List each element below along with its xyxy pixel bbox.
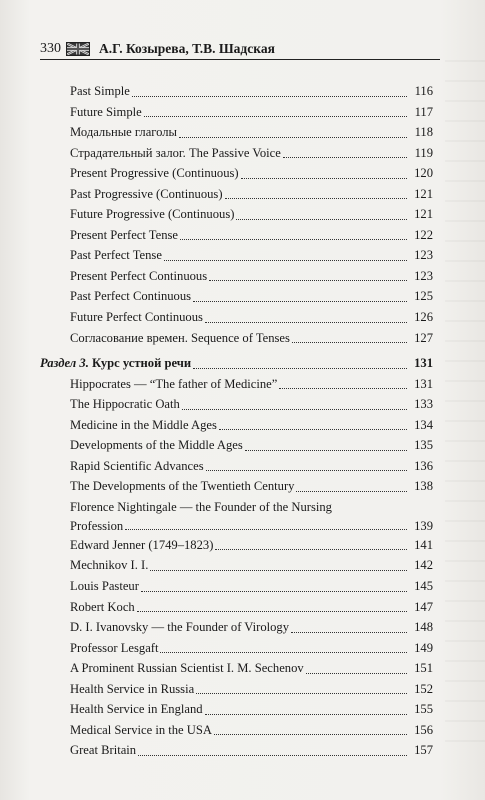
dot-leader <box>291 631 407 633</box>
entry-title: Согласование времен. Sequence of Tenses <box>70 330 290 345</box>
dot-leader <box>296 490 407 492</box>
dot-leader <box>182 408 407 410</box>
header-authors: А.Г. Козырева, Т.В. Шадская <box>99 41 275 56</box>
toc-entry <box>40 435 433 456</box>
toc-entry <box>40 122 433 143</box>
entry-title: Future Simple <box>70 104 142 119</box>
entry-title: Mechnikov I. I. <box>70 558 149 573</box>
section-title: Курс устной речи <box>92 356 192 371</box>
section-page: 131 <box>414 356 433 371</box>
entry-title: Past Perfect Tense <box>70 248 162 263</box>
toc-entry <box>40 143 433 164</box>
entry-page: 147 <box>414 599 433 614</box>
entry-page: 145 <box>414 579 433 594</box>
dot-leader <box>141 590 407 592</box>
entry-title: Модальные глаголы <box>70 125 178 140</box>
dot-leader <box>292 341 407 343</box>
dot-leader <box>215 548 407 550</box>
table-of-contents <box>40 81 433 761</box>
dot-leader <box>196 692 407 694</box>
entry-page: 155 <box>414 702 433 717</box>
dot-leader <box>132 95 407 97</box>
toc-entry <box>40 184 433 205</box>
dot-leader <box>219 428 407 430</box>
dot-leader <box>225 197 407 199</box>
page-number: 330 <box>40 41 61 56</box>
dot-leader <box>306 672 407 674</box>
dot-leader <box>137 610 407 612</box>
entry-page: 133 <box>414 397 433 412</box>
dot-leader <box>205 321 407 323</box>
entry-page: 121 <box>414 207 433 222</box>
toc-entry <box>40 555 433 576</box>
dot-leader <box>236 218 407 220</box>
entry-page: 138 <box>414 479 433 494</box>
entry-title: Present Perfect Tense <box>70 227 178 242</box>
section-label: Раздел 3. <box>40 356 89 371</box>
toc-entry <box>40 497 433 535</box>
entry-page: 116 <box>414 84 433 98</box>
toc-entry <box>40 597 433 618</box>
running-header <box>40 40 275 58</box>
toc-entry <box>40 394 433 415</box>
show-through-text <box>445 60 485 760</box>
entry-title: Past Simple <box>70 84 130 98</box>
header-rule <box>40 59 440 60</box>
toc-entry <box>40 476 433 497</box>
dot-leader <box>138 754 407 756</box>
entry-title: Future Progressive (Continuous) <box>70 207 235 222</box>
dot-leader <box>279 387 407 389</box>
entry-title: The Hippocratic Oath <box>70 397 180 412</box>
toc-entry <box>40 740 433 761</box>
entry-title: Past Perfect Continuous <box>70 289 192 304</box>
entry-page: 118 <box>414 125 433 140</box>
entry-title: Health Service in England <box>70 702 203 717</box>
entry-title: The Developments of the Twentieth Century <box>70 479 295 494</box>
entry-page: 127 <box>414 330 433 345</box>
entry-page: 120 <box>414 166 433 181</box>
entry-page: 148 <box>414 620 433 635</box>
entry-title: Robert Koch <box>70 599 135 614</box>
entry-title: Louis Pasteur <box>70 579 139 594</box>
entry-title: Great Britain <box>70 743 137 758</box>
dot-leader <box>241 177 407 179</box>
entry-title: Medicine in the Middle Ages <box>70 417 217 432</box>
toc-entry <box>40 204 433 225</box>
entry-page: 117 <box>414 104 433 119</box>
entry-title: Present Progressive (Continuous) <box>70 166 239 181</box>
entry-page: 126 <box>414 310 433 325</box>
entry-page: 152 <box>414 681 433 696</box>
toc-entry <box>40 374 433 395</box>
entry-page: 122 <box>414 227 433 242</box>
entry-title: Rapid Scientific Advances <box>70 458 204 473</box>
toc-entry <box>40 699 433 720</box>
dot-leader <box>144 115 407 117</box>
dot-leader <box>245 449 407 451</box>
entry-title: A Prominent Russian Scientist I. M. Sechenov <box>70 661 304 676</box>
toc-entry <box>40 328 433 349</box>
entry-page: 123 <box>414 248 433 263</box>
toc-entry <box>40 266 433 287</box>
toc-entry <box>40 535 433 556</box>
entry-page: 141 <box>414 537 433 552</box>
toc-entry <box>40 415 433 436</box>
entry-page: 121 <box>414 186 433 201</box>
entry-title: Health Service in Russia <box>70 681 195 696</box>
toc-entry <box>40 658 433 679</box>
entry-page: 157 <box>414 743 433 758</box>
entry-title: Future Perfect Continuous <box>70 310 203 325</box>
dot-leader <box>164 259 407 261</box>
toc-entry <box>40 286 433 307</box>
section-heading <box>40 353 433 374</box>
toc-entry <box>40 720 433 741</box>
entry-page: 139 <box>414 518 433 533</box>
toc-entry <box>40 307 433 328</box>
entry-title: Present Perfect Continuous <box>70 268 208 283</box>
entry-title: Edward Jenner (1749–1823) <box>70 537 214 552</box>
toc-entry <box>40 456 433 477</box>
dot-leader <box>180 238 407 240</box>
uk-flag-icon <box>66 42 90 56</box>
toc-entry <box>40 638 433 659</box>
toc-entry <box>40 576 433 597</box>
dot-leader <box>206 469 407 471</box>
dot-leader <box>193 367 407 369</box>
dot-leader <box>125 528 407 530</box>
toc-entry <box>40 81 433 102</box>
dot-leader <box>283 156 407 158</box>
toc-entry <box>40 102 433 123</box>
entry-title: Страдательный залог. The Passive Voice <box>70 145 281 160</box>
entry-page: 125 <box>414 289 433 304</box>
dot-leader <box>205 713 407 715</box>
entry-title-line2: Profession <box>70 518 124 533</box>
dot-leader <box>179 136 407 138</box>
entry-page: 119 <box>414 145 433 160</box>
entry-page: 156 <box>414 722 433 737</box>
toc-entry <box>40 245 433 266</box>
dot-leader <box>160 651 407 653</box>
entry-page: 149 <box>414 640 433 655</box>
entry-page: 151 <box>414 661 433 676</box>
entry-page: 134 <box>414 417 433 432</box>
entry-title: Developments of the Middle Ages <box>70 438 243 453</box>
toc-entry <box>40 679 433 700</box>
entry-page: 135 <box>414 438 433 453</box>
entry-title: D. I. Ivanovsky — the Founder of Virology <box>70 620 290 635</box>
entry-title: Medical Service in the USA <box>70 722 212 737</box>
entry-title-line1: Florence Nightingale — the Founder of the Nursing <box>70 499 332 514</box>
entry-page: 123 <box>414 268 433 283</box>
entry-page: 136 <box>414 458 433 473</box>
entry-title: Past Progressive (Continuous) <box>70 186 223 201</box>
toc-entry <box>40 225 433 246</box>
entry-title: Professor Lesgaft <box>70 640 159 655</box>
dot-leader <box>193 300 407 302</box>
dot-leader <box>209 279 407 281</box>
entry-page: 131 <box>414 376 433 391</box>
toc-entry <box>40 617 433 638</box>
dot-leader <box>214 733 407 735</box>
dot-leader <box>150 569 407 571</box>
toc-entry <box>40 163 433 184</box>
entry-title: Hippocrates — “The father of Medicine” <box>70 376 278 391</box>
entry-page: 142 <box>414 558 433 573</box>
